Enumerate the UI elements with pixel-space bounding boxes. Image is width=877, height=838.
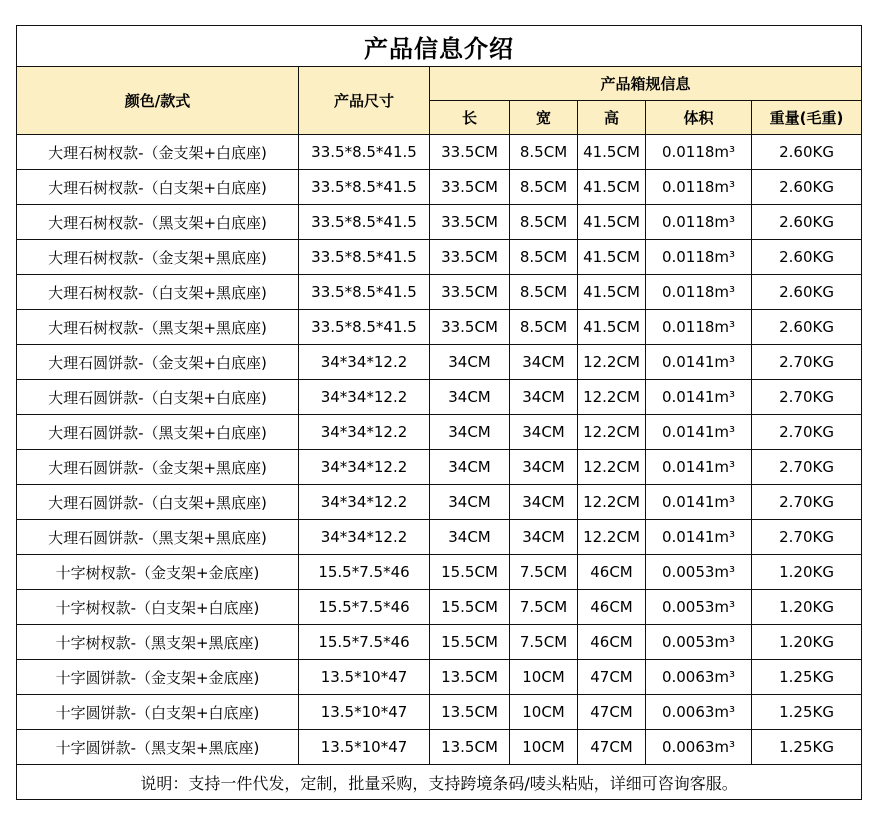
cell-volume: 0.0063m³ <box>646 695 752 730</box>
cell-length: 15.5CM <box>430 590 510 625</box>
cell-color-style: 大理石圆饼款-（黑支架+白底座) <box>17 415 299 450</box>
cell-width: 10CM <box>510 660 578 695</box>
cell-length: 13.5CM <box>430 695 510 730</box>
table-title: 产品信息介绍 <box>17 26 862 67</box>
cell-length: 33.5CM <box>430 135 510 170</box>
cell-height: 12.2CM <box>578 520 646 555</box>
cell-product-size: 33.5*8.5*41.5 <box>299 240 430 275</box>
cell-product-size: 33.5*8.5*41.5 <box>299 310 430 345</box>
cell-height: 47CM <box>578 730 646 765</box>
cell-height: 41.5CM <box>578 240 646 275</box>
cell-width: 10CM <box>510 730 578 765</box>
cell-width: 34CM <box>510 345 578 380</box>
cell-weight: 1.20KG <box>752 625 862 660</box>
cell-weight: 2.60KG <box>752 170 862 205</box>
cell-width: 8.5CM <box>510 205 578 240</box>
table-row <box>17 520 862 555</box>
cell-length: 33.5CM <box>430 240 510 275</box>
cell-length: 33.5CM <box>430 310 510 345</box>
cell-color-style: 大理石圆饼款-（黑支架+黑底座) <box>17 520 299 555</box>
cell-product-size: 15.5*7.5*46 <box>299 625 430 660</box>
header-weight: 重量(毛重) <box>752 101 862 135</box>
cell-weight: 1.25KG <box>752 695 862 730</box>
cell-length: 33.5CM <box>430 170 510 205</box>
cell-product-size: 33.5*8.5*41.5 <box>299 275 430 310</box>
cell-volume: 0.0141m³ <box>646 520 752 555</box>
cell-volume: 0.0118m³ <box>646 240 752 275</box>
cell-volume: 0.0053m³ <box>646 590 752 625</box>
cell-length: 13.5CM <box>430 730 510 765</box>
cell-height: 46CM <box>578 555 646 590</box>
cell-weight: 2.60KG <box>752 240 862 275</box>
cell-color-style: 十字圆饼款-（白支架+白底座) <box>17 695 299 730</box>
cell-width: 8.5CM <box>510 240 578 275</box>
cell-color-style: 十字圆饼款-（金支架+金底座) <box>17 660 299 695</box>
cell-weight: 1.20KG <box>752 590 862 625</box>
cell-color-style: 大理石圆饼款-（金支架+白底座) <box>17 345 299 380</box>
cell-height: 47CM <box>578 695 646 730</box>
header-product-size: 产品尺寸 <box>299 67 430 135</box>
table-row <box>17 555 862 590</box>
table-row <box>17 660 862 695</box>
cell-product-size: 13.5*10*47 <box>299 660 430 695</box>
cell-color-style: 大理石树杈款-（黑支架+白底座) <box>17 205 299 240</box>
cell-color-style: 大理石树杈款-（白支架+白底座) <box>17 170 299 205</box>
header-volume: 体积 <box>646 101 752 135</box>
cell-weight: 2.70KG <box>752 485 862 520</box>
cell-weight: 2.70KG <box>752 520 862 555</box>
cell-color-style: 十字树杈款-（白支架+白底座) <box>17 590 299 625</box>
table-row <box>17 170 862 205</box>
table-row <box>17 485 862 520</box>
cell-weight: 1.20KG <box>752 555 862 590</box>
cell-length: 33.5CM <box>430 275 510 310</box>
cell-width: 8.5CM <box>510 275 578 310</box>
cell-height: 12.2CM <box>578 345 646 380</box>
cell-volume: 0.0063m³ <box>646 660 752 695</box>
cell-volume: 0.0141m³ <box>646 415 752 450</box>
cell-volume: 0.0118m³ <box>646 275 752 310</box>
cell-width: 34CM <box>510 485 578 520</box>
table-row <box>17 590 862 625</box>
cell-weight: 2.70KG <box>752 380 862 415</box>
cell-volume: 0.0053m³ <box>646 625 752 660</box>
cell-length: 34CM <box>430 380 510 415</box>
cell-weight: 1.25KG <box>752 730 862 765</box>
cell-weight: 1.25KG <box>752 660 862 695</box>
cell-height: 12.2CM <box>578 380 646 415</box>
cell-weight: 2.70KG <box>752 345 862 380</box>
cell-color-style: 十字树杈款-（黑支架+黑底座) <box>17 625 299 660</box>
table-row <box>17 415 862 450</box>
cell-height: 12.2CM <box>578 485 646 520</box>
cell-height: 46CM <box>578 590 646 625</box>
cell-length: 15.5CM <box>430 625 510 660</box>
cell-width: 34CM <box>510 450 578 485</box>
cell-product-size: 33.5*8.5*41.5 <box>299 135 430 170</box>
cell-color-style: 大理石树杈款-（金支架+白底座) <box>17 135 299 170</box>
cell-volume: 0.0063m³ <box>646 730 752 765</box>
cell-height: 41.5CM <box>578 310 646 345</box>
cell-width: 34CM <box>510 520 578 555</box>
cell-product-size: 33.5*8.5*41.5 <box>299 170 430 205</box>
cell-height: 41.5CM <box>578 205 646 240</box>
cell-volume: 0.0118m³ <box>646 135 752 170</box>
table-row <box>17 730 862 765</box>
table-row <box>17 135 862 170</box>
cell-length: 34CM <box>430 415 510 450</box>
cell-weight: 2.60KG <box>752 310 862 345</box>
table-row <box>17 240 862 275</box>
cell-height: 12.2CM <box>578 415 646 450</box>
cell-product-size: 15.5*7.5*46 <box>299 555 430 590</box>
cell-length: 15.5CM <box>430 555 510 590</box>
cell-product-size: 13.5*10*47 <box>299 730 430 765</box>
header-color-style: 颜色/款式 <box>17 67 299 135</box>
cell-volume: 0.0141m³ <box>646 345 752 380</box>
cell-volume: 0.0053m³ <box>646 555 752 590</box>
cell-volume: 0.0118m³ <box>646 310 752 345</box>
cell-color-style: 大理石树杈款-（白支架+黑底座) <box>17 275 299 310</box>
cell-width: 8.5CM <box>510 310 578 345</box>
cell-color-style: 十字圆饼款-（黑支架+黑底座) <box>17 730 299 765</box>
table-body <box>17 135 862 765</box>
table-row <box>17 625 862 660</box>
cell-product-size: 34*34*12.2 <box>299 485 430 520</box>
cell-color-style: 十字树杈款-（金支架+金底座) <box>17 555 299 590</box>
cell-color-style: 大理石树杈款-（金支架+黑底座) <box>17 240 299 275</box>
cell-product-size: 34*34*12.2 <box>299 520 430 555</box>
header-box-info: 产品箱规信息 <box>430 67 862 101</box>
cell-product-size: 13.5*10*47 <box>299 695 430 730</box>
cell-weight: 2.70KG <box>752 450 862 485</box>
cell-color-style: 大理石树杈款-（黑支架+黑底座) <box>17 310 299 345</box>
cell-width: 7.5CM <box>510 625 578 660</box>
cell-width: 8.5CM <box>510 135 578 170</box>
cell-height: 47CM <box>578 660 646 695</box>
table-row <box>17 205 862 240</box>
header-width: 宽 <box>510 101 578 135</box>
table-row <box>17 450 862 485</box>
cell-volume: 0.0118m³ <box>646 205 752 240</box>
cell-color-style: 大理石圆饼款-（金支架+黑底座) <box>17 450 299 485</box>
cell-weight: 2.60KG <box>752 275 862 310</box>
cell-width: 34CM <box>510 415 578 450</box>
cell-length: 33.5CM <box>430 205 510 240</box>
cell-product-size: 33.5*8.5*41.5 <box>299 205 430 240</box>
cell-length: 34CM <box>430 520 510 555</box>
cell-length: 34CM <box>430 345 510 380</box>
cell-product-size: 34*34*12.2 <box>299 415 430 450</box>
cell-product-size: 15.5*7.5*46 <box>299 590 430 625</box>
cell-height: 46CM <box>578 625 646 660</box>
cell-width: 7.5CM <box>510 590 578 625</box>
table-row <box>17 275 862 310</box>
cell-length: 13.5CM <box>430 660 510 695</box>
cell-weight: 2.70KG <box>752 415 862 450</box>
cell-width: 8.5CM <box>510 170 578 205</box>
cell-height: 12.2CM <box>578 450 646 485</box>
cell-height: 41.5CM <box>578 275 646 310</box>
cell-volume: 0.0141m³ <box>646 380 752 415</box>
cell-length: 34CM <box>430 450 510 485</box>
cell-width: 10CM <box>510 695 578 730</box>
cell-volume: 0.0141m³ <box>646 485 752 520</box>
header-length: 长 <box>430 101 510 135</box>
cell-product-size: 34*34*12.2 <box>299 450 430 485</box>
table-row <box>17 310 862 345</box>
cell-weight: 2.60KG <box>752 135 862 170</box>
table-row <box>17 695 862 730</box>
cell-length: 34CM <box>430 485 510 520</box>
table-row <box>17 345 862 380</box>
cell-volume: 0.0118m³ <box>646 170 752 205</box>
cell-product-size: 34*34*12.2 <box>299 380 430 415</box>
cell-volume: 0.0141m³ <box>646 450 752 485</box>
product-info-table <box>16 25 862 800</box>
cell-height: 41.5CM <box>578 135 646 170</box>
table-row <box>17 380 862 415</box>
cell-height: 41.5CM <box>578 170 646 205</box>
cell-color-style: 大理石圆饼款-（白支架+黑底座) <box>17 485 299 520</box>
footer-note: 说明：支持一件代发，定制，批量采购，支持跨境条码/唛头粘贴，详细可咨询客服。 <box>17 765 862 800</box>
cell-weight: 2.60KG <box>752 205 862 240</box>
cell-width: 34CM <box>510 380 578 415</box>
cell-width: 7.5CM <box>510 555 578 590</box>
cell-product-size: 34*34*12.2 <box>299 345 430 380</box>
header-height: 高 <box>578 101 646 135</box>
cell-color-style: 大理石圆饼款-（白支架+白底座) <box>17 380 299 415</box>
